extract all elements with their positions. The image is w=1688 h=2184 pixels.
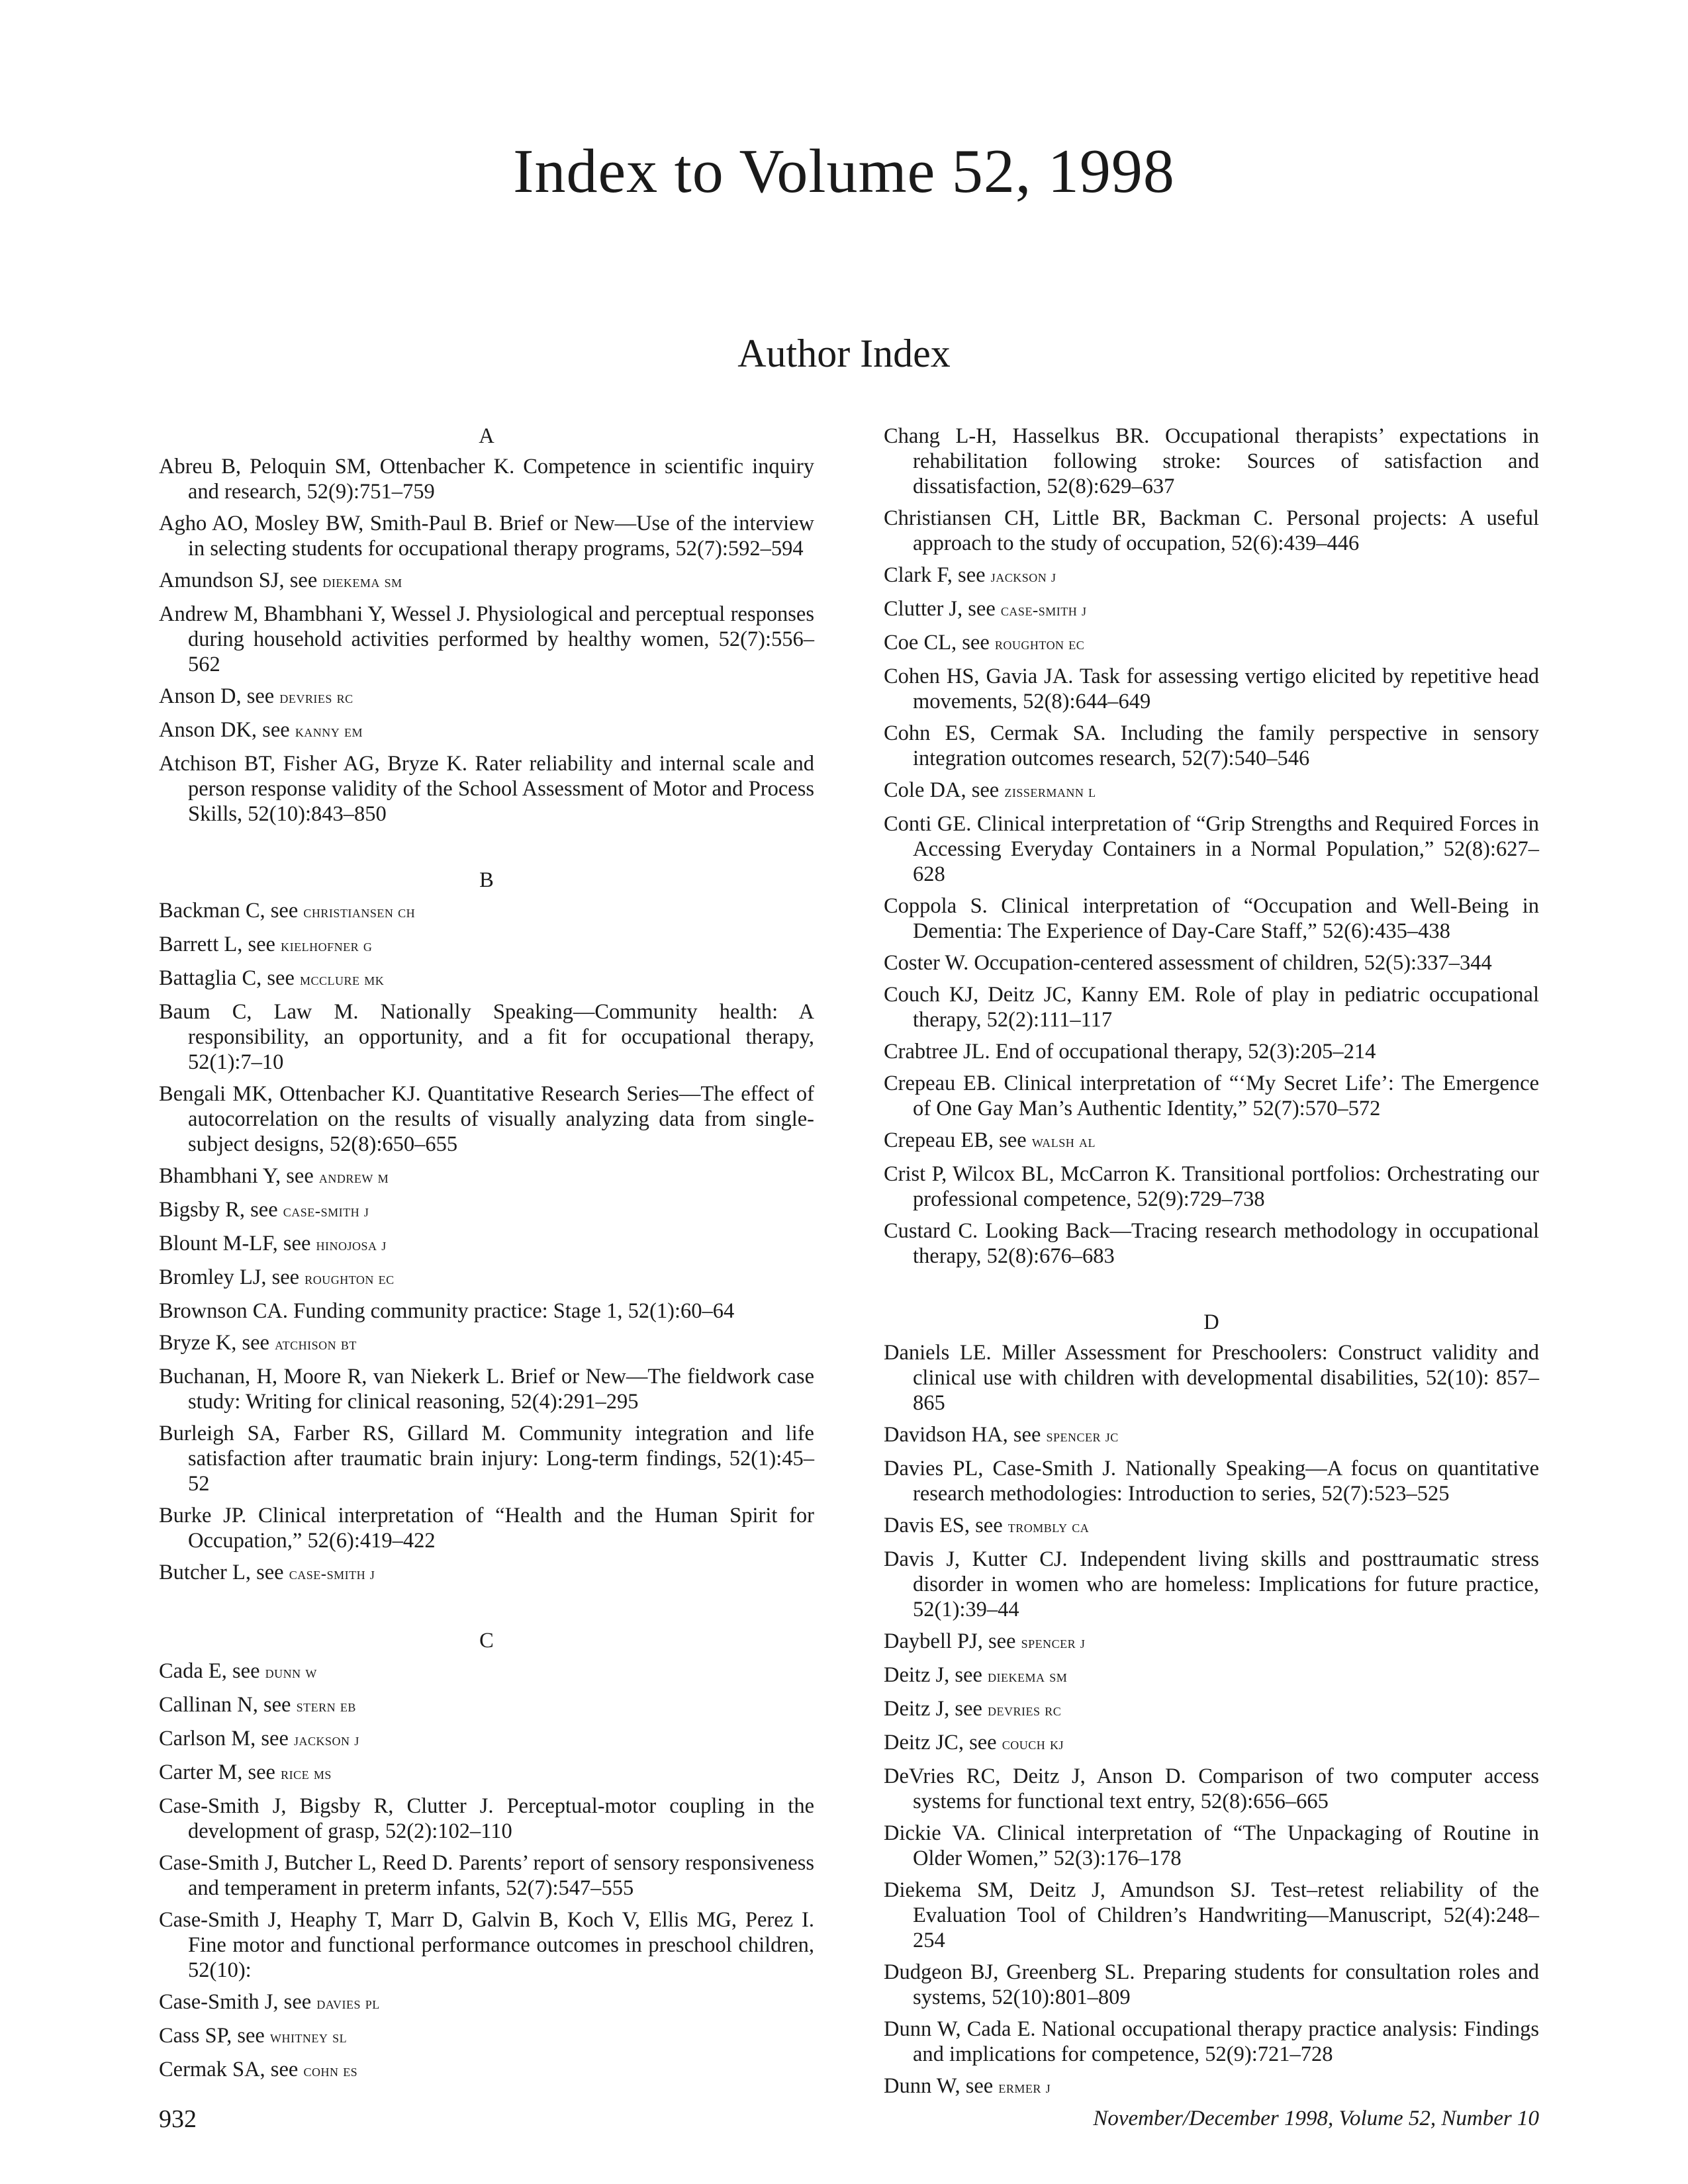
index-letter-group: [884, 424, 1539, 1269]
see-reference: spencer j: [1021, 1634, 1086, 1652]
entry-text: Blount M-LF, see: [159, 1232, 311, 1255]
see-reference: walsh al: [1031, 1133, 1096, 1151]
page-number: 932: [159, 2105, 197, 2133]
letter-heading: D: [1203, 1310, 1219, 1334]
index-entry: [159, 717, 814, 745]
index-entry: [884, 2073, 1539, 2101]
see-reference: diekema sm: [988, 1668, 1068, 1686]
entry-text: Coster W. Occupation-centered assessment of children, 52(5):337–344: [884, 951, 1492, 975]
see-reference: mcclure mk: [300, 971, 385, 989]
index-entry: [884, 1161, 1539, 1212]
entry-text: Davies PL, Case-Smith J. Nationally Speaking—A focus on quantitative research methodologies: Introduction to series, 52(7):523–525: [884, 1457, 1539, 1506]
index-entry: [159, 1163, 814, 1191]
entry-text: Butcher L, see: [159, 1561, 284, 1584]
entry-text: Andrew M, Bhambhani Y, Wessel J. Physiological and perceptual responses during household activities performed by healthy women, 52(7):556–562: [159, 602, 814, 676]
entry-text: Chang L-H, Hasselkus BR. Occupational therapists’ expectations in rehabilitation following stroke: Sources of satisfaction and dissatisfaction, 52(8):629–637: [884, 424, 1539, 498]
index-entry: [884, 893, 1539, 944]
entry-text: Daybell PJ, see: [884, 1629, 1016, 1653]
index-entry: [884, 721, 1539, 771]
entry-text: Deitz JC, see: [884, 1731, 997, 1754]
index-entry: [884, 1730, 1539, 1757]
index-entry: [159, 1850, 814, 1901]
see-reference: rice ms: [281, 1765, 332, 1783]
index-entry: [159, 932, 814, 959]
index-entry: [159, 1265, 814, 1292]
see-reference: case-smith j: [289, 1565, 375, 1583]
index-entry: [159, 2023, 814, 2050]
entry-text: Clark F, see: [884, 563, 986, 587]
entry-text: Dudgeon BJ, Greenberg SL. Preparing students for consultation roles and systems, 52(10):801–809: [884, 1960, 1539, 2009]
entry-text: Cohn ES, Cermak SA. Including the family perspective in sensory integration outcomes research, 52(7):540–546: [884, 721, 1539, 770]
see-reference: stern eb: [296, 1698, 356, 1715]
entry-text: Bromley LJ, see: [159, 1265, 300, 1289]
index-entry: [159, 511, 814, 561]
entry-text: Davidson HA, see: [884, 1423, 1041, 1447]
index-entry: [884, 1218, 1539, 1269]
see-reference: hinojosa j: [316, 1236, 387, 1254]
entry-text: Clutter J, see: [884, 597, 996, 621]
index-entry: [159, 1330, 814, 1357]
index-entry: [884, 1039, 1539, 1064]
entry-text: Dunn W, Cada E. National occupational therapy practice analysis: Findings and implications for competence, 52(9):721–728: [884, 2017, 1539, 2066]
index-entry: [884, 506, 1539, 556]
see-reference: case-smith j: [1000, 602, 1087, 619]
page-title: Index to Volume 52, 1998: [513, 137, 1175, 206]
see-reference: cohn es: [303, 2062, 358, 2080]
index-entry: [884, 664, 1539, 714]
index-entry: [159, 1760, 814, 1787]
entry-text: Case-Smith J, see: [159, 1990, 312, 2014]
index-letter-group: [159, 424, 814, 827]
index-entry: [159, 999, 814, 1075]
see-reference: whitney sl: [269, 2028, 348, 2046]
index-entry: [159, 1298, 814, 1324]
entry-text: Coppola S. Clinical interpretation of “Occupation and Well-Being in Dementia: The Experience of Day-Care Staff,” 52(6):435–438: [884, 894, 1539, 943]
index-entry: [159, 602, 814, 677]
see-reference: dunn w: [265, 1664, 317, 1682]
entry-text: Davis J, Kutter CJ. Independent living skills and posttraumatic stress disorder in women who are homeless: Implications for future practice, 52(1):39–44: [884, 1547, 1539, 1621]
index-entry: [159, 1503, 814, 1553]
entry-text: Diekema SM, Deitz J, Amundson SJ. Test–retest reliability of the Evaluation Tool of Children’s Handwriting—Manuscript, 52(4):248–254: [884, 1878, 1539, 1952]
entry-text: Cohen HS, Gavia JA. Task for assessing vertigo elicited by repetitive head movements, 52(8):644–649: [884, 664, 1539, 713]
index-entry: [159, 966, 814, 993]
index-letter-group: [159, 1628, 814, 2084]
index-entry: [159, 2057, 814, 2084]
index-entry: [884, 811, 1539, 887]
index-entry: [884, 2017, 1539, 2067]
see-reference: kielhofner g: [281, 937, 373, 955]
entry-text: Amundson SJ, see: [159, 569, 318, 592]
left-column: [159, 424, 814, 2125]
entry-text: Deitz J, see: [884, 1697, 982, 1721]
index-entry: [159, 1794, 814, 1844]
see-reference: devries rc: [988, 1702, 1062, 1719]
index-entry: [884, 1340, 1539, 1416]
entry-text: Dunn W, see: [884, 2074, 994, 2098]
index-entry: [159, 1692, 814, 1719]
index-entry: [884, 1878, 1539, 1953]
see-reference: zissermann l: [1004, 783, 1096, 801]
see-reference: andrew m: [318, 1169, 389, 1187]
entry-text: Barrett L, see: [159, 933, 275, 956]
index-entry: [884, 1456, 1539, 1506]
entry-text: Anson D, see: [159, 684, 275, 708]
index-entry: [884, 778, 1539, 805]
entry-text: Crabtree JL. End of occupational therapy, 52(3):205–214: [884, 1040, 1376, 1064]
entry-text: Agho AO, Mosley BW, Smith-Paul B. Brief or New—Use of the interview in selecting students for occupational therapy programs, 52(7):592–594: [159, 512, 814, 561]
see-reference: christiansen ch: [303, 903, 416, 921]
see-reference: davies pl: [316, 1995, 380, 2013]
entry-text: Callinan N, see: [159, 1693, 291, 1717]
see-reference: roughton ec: [994, 635, 1085, 653]
see-reference: devries rc: [279, 689, 353, 707]
letter-heading: B: [479, 868, 494, 892]
entry-text: Case-Smith J, Heaphy T, Marr D, Galvin B, Koch V, Ellis MG, Perez I. Fine motor and functional performance outcomes in preschool children, 52(10):: [159, 1908, 814, 1982]
entry-text: Baum C, Law M. Nationally Speaking—Community health: A responsibility, an opportunity, and a fit for occupational therapy, 52(1):7–10: [159, 1000, 814, 1074]
index-entry: [884, 1821, 1539, 1871]
entry-text: Burke JP. Clinical interpretation of “Health and the Human Spirit for Occupation,” 52(6):419–422: [159, 1504, 814, 1553]
see-reference: ermer j: [998, 2079, 1051, 2097]
entry-text: Davis ES, see: [884, 1514, 1003, 1537]
index-entry: [159, 751, 814, 827]
index-entry: [884, 1764, 1539, 1814]
index-entry: [159, 1197, 814, 1224]
see-reference: diekema sm: [322, 573, 402, 591]
index-entry: [884, 1629, 1539, 1656]
entry-text: Cass SP, see: [159, 2024, 265, 2048]
index-entry: [884, 1696, 1539, 1723]
section-title: Author Index: [737, 332, 951, 375]
index-entry: [884, 982, 1539, 1032]
see-reference: kanny em: [295, 723, 363, 741]
index-entry: [159, 1560, 814, 1587]
index-entry: [159, 898, 814, 925]
right-column: [884, 424, 1539, 2142]
index-entry: [884, 630, 1539, 657]
index-entry: [159, 1659, 814, 1686]
index-entry: [159, 454, 814, 504]
entry-text: Atchison BT, Fisher AG, Bryze K. Rater reliability and internal scale and person response validity of the School Assessment of Motor and Process Skills, 52(10):843–850: [159, 752, 814, 826]
entry-text: Crepeau EB. Clinical interpretation of “‘My Secret Life’: The Emergence of One Gay Man’s Authentic Identity,” 52(7):570–572: [884, 1071, 1539, 1120]
entry-text: Couch KJ, Deitz JC, Kanny EM. Role of play in pediatric occupational therapy, 52(2):111–117: [884, 983, 1539, 1032]
index-entry: [159, 1907, 814, 1983]
entry-text: Carlson M, see: [159, 1727, 289, 1751]
index-entry: [159, 1989, 814, 2017]
letter-heading: A: [479, 424, 494, 448]
index-entry: [884, 1513, 1539, 1540]
see-reference: case-smith j: [283, 1203, 369, 1220]
see-reference: roughton ec: [305, 1270, 395, 1288]
entry-text: Crist P, Wilcox BL, McCarron K. Transitional portfolios: Orchestrating our professional competence, 52(9):729–738: [884, 1162, 1539, 1211]
entry-text: Case-Smith J, Bigsby R, Clutter J. Perceptual-motor coupling in the development of grasp, 52(2):102–110: [159, 1794, 814, 1843]
index-entry: [159, 568, 814, 595]
entry-text: Cermak SA, see: [159, 2058, 299, 2081]
see-reference: jackson j: [294, 1731, 359, 1749]
entry-text: Bhambhani Y, see: [159, 1164, 314, 1188]
entry-text: Battaglia C, see: [159, 966, 295, 990]
entry-text: Abreu B, Peloquin SM, Ottenbacher K. Competence in scientific inquiry and research, 52(9):751–759: [159, 455, 814, 504]
index-entry: [884, 1960, 1539, 2010]
entry-text: Christiansen CH, Little BR, Backman C. Personal projects: A useful approach to the study of occupation, 52(6):439–446: [884, 506, 1539, 555]
see-reference: couch kj: [1002, 1735, 1064, 1753]
entry-text: Anson DK, see: [159, 718, 290, 742]
index-entry: [884, 1128, 1539, 1155]
entry-text: Coe CL, see: [884, 631, 990, 655]
index-letter-group: [884, 1310, 1539, 2101]
entry-text: Deitz J, see: [884, 1663, 982, 1687]
entry-text: Buchanan, H, Moore R, van Niekerk L. Brief or New—The fieldwork case study: Writing for clinical reasoning, 52(4):291–295: [159, 1365, 814, 1414]
index-entry: [159, 684, 814, 711]
index-entry: [159, 1081, 814, 1157]
index-entry: [884, 596, 1539, 623]
entry-text: Cada E, see: [159, 1659, 260, 1683]
index-entry: [884, 1422, 1539, 1449]
index-entry: [159, 1421, 814, 1496]
running-footer: November/December 1998, Volume 52, Number 10: [1093, 2107, 1539, 2130]
entry-text: Backman C, see: [159, 899, 299, 923]
entry-text: Brownson CA. Funding community practice: Stage 1, 52(1):60–64: [159, 1299, 735, 1323]
index-entry: [884, 1662, 1539, 1690]
index-letter-group: [159, 868, 814, 1587]
entry-text: Carter M, see: [159, 1760, 275, 1784]
entry-text: Bigsby R, see: [159, 1198, 278, 1222]
index-entry: [159, 1364, 814, 1414]
entry-text: Crepeau EB, see: [884, 1128, 1027, 1152]
entry-text: DeVries RC, Deitz J, Anson D. Comparison of two computer access systems for functional text entry, 52(8):656–665: [884, 1764, 1539, 1813]
see-reference: jackson j: [990, 568, 1056, 586]
entry-text: Daniels LE. Miller Assessment for Preschoolers: Construct validity and clinical use with children with developmental disabilities, 52(10): 857–865: [884, 1341, 1539, 1415]
see-reference: spencer jc: [1046, 1428, 1119, 1445]
letter-heading: C: [479, 1629, 494, 1653]
index-entry: [159, 1726, 814, 1753]
index-entry: [884, 1071, 1539, 1121]
entry-text: Conti GE. Clinical interpretation of “Grip Strengths and Required Forces in Accessing Everyday Containers in a Normal Population,” 52(8):627–628: [884, 812, 1539, 886]
index-entry: [884, 950, 1539, 976]
entry-text: Burleigh SA, Farber RS, Gillard M. Community integration and life satisfaction after traumatic brain injury: Long-term findings, 52(1):45–52: [159, 1422, 814, 1496]
entry-text: Bryze K, see: [159, 1331, 269, 1355]
entry-text: Case-Smith J, Butcher L, Reed D. Parents’ report of sensory responsiveness and temperament in preterm infants, 52(7):547–555: [159, 1851, 814, 1900]
entry-text: Cole DA, see: [884, 778, 1000, 802]
entry-text: Bengali MK, Ottenbacher KJ. Quantitative Research Series—The effect of autocorrelation on the results of visually analyzing data from single-subject designs, 52(8):650–655: [159, 1082, 814, 1156]
see-reference: atchison bt: [275, 1336, 357, 1353]
entry-text: Dickie VA. Clinical interpretation of “The Unpackaging of Routine in Older Women,” 52(3):176–178: [884, 1821, 1539, 1870]
see-reference: trombly ca: [1008, 1518, 1090, 1536]
index-entry: [884, 1547, 1539, 1622]
index-entry: [884, 563, 1539, 590]
index-entry: [884, 424, 1539, 499]
entry-text: Custard C. Looking Back—Tracing research methodology in occupational therapy, 52(8):676–683: [884, 1219, 1539, 1268]
index-entry: [159, 1231, 814, 1258]
